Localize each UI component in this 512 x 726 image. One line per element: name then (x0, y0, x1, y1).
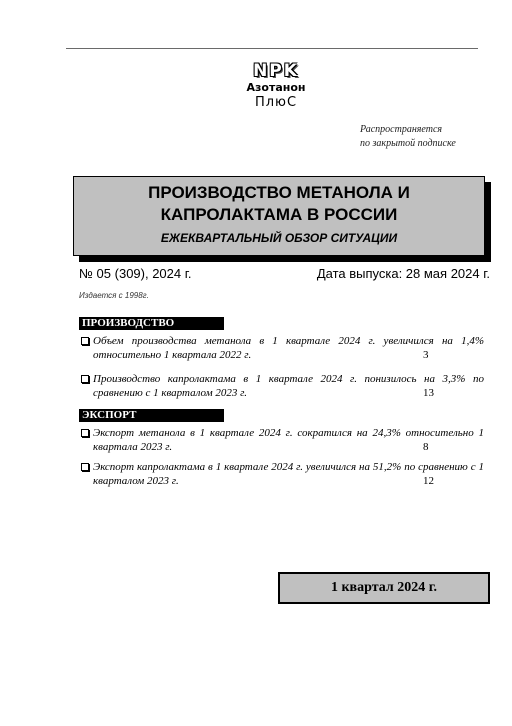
logo-azotanon-text: Азотанон (246, 81, 306, 94)
section-heading-production: ПРОИЗВОДСТВО (79, 317, 224, 330)
checkbox-bullet-icon (81, 463, 89, 471)
list-item-page: 13 (423, 387, 434, 399)
checkbox-bullet-icon (81, 429, 89, 437)
title-line-1: ПРОИЗВОДСТВО МЕТАНОЛА И (148, 183, 410, 202)
logo-npk-text: NPK (253, 61, 299, 81)
checkbox-bullet-icon (81, 375, 89, 383)
list-item-text: Экспорт капролактама в 1 квартале 2024 г. увеличился на 51,2% по сравнению с 1 кварталом 2023 г. (93, 461, 484, 487)
logo-plus-text: ПлюС (254, 95, 298, 110)
list-item-page: 8 (423, 441, 429, 453)
title-subtitle: ЕЖЕКВАРТАЛЬНЫЙ ОБЗОР СИТУАЦИИ (160, 231, 398, 245)
issue-number: № 05 (309), 2024 г. (79, 266, 192, 281)
quarter-label: 1 квартал 2024 г. (278, 572, 490, 604)
checkbox-bullet-icon (81, 337, 89, 345)
list-item-text: Объем производства метанола в 1 квартале 2024 г. увеличился на 1,4% относительно 1 квартала 2022 г. (93, 335, 484, 361)
list-item-page: 3 (423, 349, 429, 361)
published-since: Издается с 1998г. (79, 291, 149, 300)
title-line-2: КАПРОЛАКТАМА В РОССИИ (160, 205, 398, 224)
list-item[interactable] (79, 372, 484, 400)
list-item-page: 12 (423, 475, 434, 487)
list-item[interactable] (79, 334, 484, 362)
distribution-note (360, 123, 490, 151)
list-item-text: Производство капролактама в 1 квартале 2024 г. понизилось на 3,3% по сравнению с 1 кварталом 2023 г. (93, 373, 484, 399)
publisher-logo (236, 62, 316, 111)
distribution-line-1: Распространяется (360, 124, 443, 135)
distribution-line-2: по закрытой подписке (360, 138, 456, 149)
list-item-text: Экспорт метанола в 1 квартале 2024 г. сократился на 24,3% относительно 1 квартала 2023 г. (93, 427, 484, 453)
top-divider (66, 48, 478, 49)
list-item[interactable] (79, 426, 484, 454)
list-item[interactable] (79, 460, 484, 488)
release-date: Дата выпуска: 28 мая 2024 г. (316, 266, 490, 281)
title-box (73, 176, 485, 256)
section-heading-export: ЭКСПОРТ (79, 409, 224, 422)
